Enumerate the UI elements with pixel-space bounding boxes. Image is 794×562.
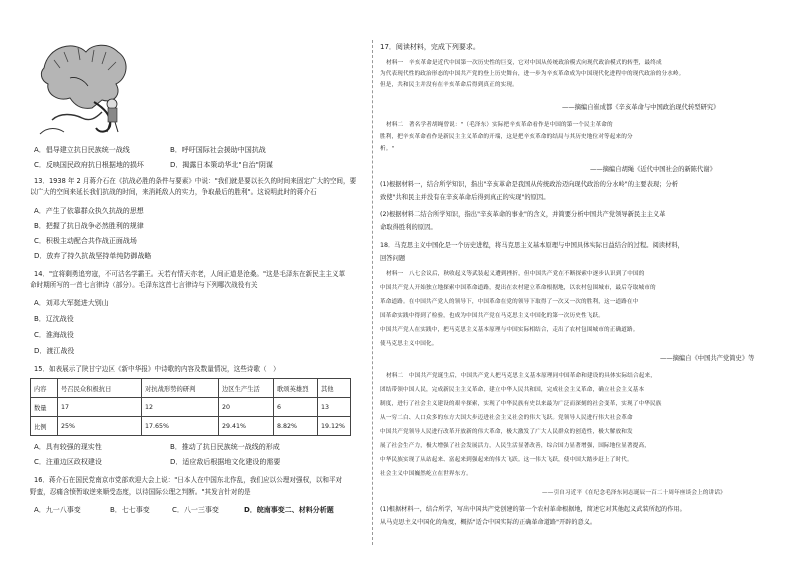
q18-material1-line: 使马克思主义中国化。 bbox=[380, 341, 438, 347]
q17-material2-source: ——摘编自胡绳《近代中国社会的新陈代谢》 bbox=[590, 166, 716, 173]
q18-material1-source: ——摘编自《中国共产党简史》等 bbox=[660, 355, 755, 362]
q14-stem-line2: 命时期所写的一首七言律诗（部分）。毛泽东这首七言律诗与下列哪次战役有关 bbox=[30, 281, 258, 289]
q17-material1-line: 为代表现代性的政治形态的中国共产党的登上历史舞台，进一步为辛亥革命成为中国现代化进程中的现代政治的分水岭。 bbox=[380, 71, 685, 77]
q17-heading: 17．阅读材料，完成下列要求。 bbox=[380, 43, 480, 51]
q13-stem-line1: 13．1938 年 2 月蒋介石在《抗战必胜的条件与要素》中说："我们就是要以长久的时间来固定广大的空间，要 bbox=[34, 177, 357, 185]
q15-poetry-table bbox=[30, 378, 351, 436]
q12-option-a[interactable]: A．倡导建立抗日民族统一战线 bbox=[34, 146, 130, 154]
table-header-cell: 边区生产生活 bbox=[219, 379, 274, 398]
q17-material1-source: ——摘编自崔成都《辛亥革命与中国政治现代转型研究》 bbox=[562, 104, 720, 111]
column-divider bbox=[372, 40, 373, 545]
q16-stem-line2: 野蛮，忍痛含愤暂取逆来顺受态度，以待国际公理之判断。"其发言针对的是 bbox=[30, 488, 251, 496]
q18-material2-line: 展了社会生产力，极大增强了社会发展活力，人民生活显著改善，综合国力显著增强，国际地位显著提高， bbox=[380, 443, 650, 449]
q14-stem-line1: 14．"宜将剩勇追穷寇，不可沽名学霸王。天若有情天亦老，人间正道是沧桑。"这是毛泽东在新民主主义革 bbox=[34, 270, 346, 278]
q14-option-c[interactable]: C．淮海战役 bbox=[34, 331, 74, 339]
q15-option-a[interactable]: A．具有较强的现实性 bbox=[34, 443, 102, 451]
q18-material2-line: 团结带领中国人民，完成新民主主义革命，建立中华人民共和国，完成社会主义革命，确立社会主义基本 bbox=[380, 387, 645, 393]
q17-ask-1: (1)根据材料一，结合所学知识，指出"辛亥革命是我国从传统政治迈向现代政治的分水岭"的主要表现；分析 bbox=[380, 181, 679, 188]
q17-material2-line: 析。" bbox=[380, 146, 395, 152]
q18-heading-line2: 回答问题 bbox=[380, 255, 406, 262]
q15-stem: 15．如表展示了陕甘宁边区《新中华报》中诗歌的内容及数量情况，这些诗歌（ ） bbox=[34, 365, 280, 373]
table-header-cell: 号召民众积极抗日 bbox=[58, 379, 142, 398]
q17-material2-line: 胜利，把辛亥革命看作是新民主主义革命的开端，这是把辛亥革命的结局与其历史地位对等起来的分 bbox=[380, 134, 633, 140]
q16-option-a[interactable]: A．九一八事变 bbox=[34, 506, 81, 514]
q17-ask-1-cont: 致使"共和民主并没有在辛亥革命后得到真正的实现"的原因。 bbox=[380, 194, 550, 201]
table-cell: 12 bbox=[142, 398, 219, 417]
table-cell: 17.65% bbox=[142, 417, 219, 436]
table-row bbox=[31, 417, 351, 436]
q17-ask-2-cont: 命取得胜利的原因。 bbox=[380, 224, 437, 231]
q13-stem-line2: 以广大的空间来延长我们抗战的时间，来消耗敌人的实力，争取最后的胜利"。这说明此时的蒋介石 bbox=[30, 188, 317, 196]
table-cell: 13 bbox=[318, 398, 351, 417]
q18-ask-1: (1)根据材料一，结合所学，写出中国共产党创建的第一个农村革命根据地，简述它对其他起义武装所起的作用。 bbox=[380, 506, 686, 513]
q16-option-d[interactable]: D．皖南事变二、材料分析题 bbox=[244, 506, 334, 514]
q18-material2-line: 中华民族实现了从站起来、富起来到强起来的伟大飞跃。这一伟大飞跃，使中国大踏步赶上了时代。 bbox=[380, 457, 633, 463]
table-cell: 8.82% bbox=[274, 417, 318, 436]
q18-material2-line: 制度，进行了社会主义建设的艰辛探索，实现了中华民族有史以来最为广泛而深刻的社会变革，实现了中华民族 bbox=[380, 401, 662, 407]
table-cell: 数量 bbox=[31, 398, 58, 417]
q17-material1-line: 但是，共和民主并没有在辛亥革命后得到真正的实现。 bbox=[380, 82, 518, 88]
q13-option-c[interactable]: C．积极主动配合共作战正面战场 bbox=[34, 237, 137, 245]
table-cell: 比例 bbox=[31, 417, 58, 436]
q13-option-a[interactable]: A．产生了依靠群众执久抗战的思想 bbox=[34, 207, 144, 215]
q18-material2-line: 从一穷二白、人口众多的东方大国大步迈进社会主义社会的伟大飞跃。党领导人民进行伟大社会革命 bbox=[380, 415, 633, 421]
q18-material1-line: 中国共产党人开始独立地探索中国革命道路，提出在农村建立革命根据地，以农村包围城市，最后夺取城市的 bbox=[380, 285, 656, 291]
table-cell: 25% bbox=[58, 417, 142, 436]
q16-option-b[interactable]: B．七七事变 bbox=[110, 506, 150, 514]
table-header-cell: 其他 bbox=[318, 379, 351, 398]
q15-option-b[interactable]: B．推动了抗日民族统一战线的形成 bbox=[170, 443, 280, 451]
q18-material1-line: 材料一 八七会议后，秋收起义等武装起义遭到挫折，但中国共产党在不断探索中逐步认识到了中国的 bbox=[386, 271, 645, 277]
q17-material1-line: 材料一 辛亥革命是近代中国第一次历史性的巨变，它对中国从传统政治模式向现代政治模式的转型，最终成 bbox=[386, 60, 662, 66]
q13-option-b[interactable]: B．把握了抗日战争必然胜利的规律 bbox=[34, 222, 144, 230]
q17-material2-line: 材料二 著名学者胡绳曾说："（毛泽东）实际把辛亥革命看作是中国的第一个民主革命的 bbox=[386, 122, 613, 128]
table-row bbox=[31, 398, 351, 417]
q18-material2-source: ——引自习近平《在纪念毛泽东同志诞辰一百二十周年座谈会上的讲话》 bbox=[542, 490, 726, 496]
q14-option-d[interactable]: D．渡江战役 bbox=[34, 347, 75, 355]
table-cell: 29.41% bbox=[219, 417, 274, 436]
table-cell: 6 bbox=[274, 398, 318, 417]
q18-material1-line: 国革命实践中得到了检验，也成为中国共产党在马克思主义中国化的第一次历史性飞跃。 bbox=[380, 313, 605, 319]
q16-option-c[interactable]: C．八一三事变 bbox=[172, 506, 219, 514]
table-header-cell: 内容 bbox=[31, 379, 58, 398]
q13-option-d[interactable]: D．放弃了持久抗战坚持单纯防御战略 bbox=[34, 252, 152, 260]
q12-option-b[interactable]: B．呼吁国际社会援助中国抗战 bbox=[170, 146, 266, 154]
table-header-cell: 对抗战形势的研判 bbox=[142, 379, 219, 398]
q18-material1-line: 中国共产党人在实践中，把马克思主义基本原理与中国实际相结合，走出了农村包围城市的正确道路。 bbox=[380, 327, 639, 333]
table-cell: 17 bbox=[58, 398, 142, 417]
table-cell: 19.12% bbox=[318, 417, 351, 436]
q18-heading-line1: 18．马克思主义中国化是一个历史进程，将马克思主义基本原理与中国具体实际日益结合的过程。阅读材料， bbox=[380, 242, 684, 249]
q14-option-b[interactable]: B．辽沈战役 bbox=[34, 315, 74, 323]
table-header-cell: 歌颂英雄烈 bbox=[274, 379, 318, 398]
q12-option-c[interactable]: C．反映国民政府抗日根据地的损坏 bbox=[34, 161, 144, 169]
q18-material2-line: 材料二 中国共产党诞生后，中国共产党人把马克思主义基本原理同中国革命和建设的具体实际结合起来， bbox=[386, 373, 656, 379]
q18-ask-1-cont: 从马克思主义中国化的角度，概括"适合中国实际的正确革命道路"开辟的意义。 bbox=[380, 519, 597, 526]
table-cell: 20 bbox=[219, 398, 274, 417]
q15-option-d[interactable]: D．适应敌后根据地文化建设的需要 bbox=[170, 458, 281, 466]
q18-material1-line: 革命道路。在中国共产党人的领导下，中国革命在党的领导下取得了一次又一次的胜利，这一道路在中 bbox=[380, 299, 639, 305]
q14-option-a[interactable]: A．刘邓大军挺进大别山 bbox=[34, 299, 109, 307]
political-cartoon-image bbox=[34, 38, 134, 136]
q15-option-c[interactable]: C．注重边区政权建设 bbox=[34, 458, 102, 466]
q18-material2-line: 社会主义中国巍然屹立在世界东方。 bbox=[380, 471, 472, 477]
q16-stem-line1: 16．蒋介石在国民党南京市党部欢迎大会上说："日本人在中国东北作乱，我们应以公理对强权，以和平对 bbox=[34, 476, 343, 484]
table-header-row bbox=[31, 379, 351, 398]
q12-option-d[interactable]: D．揭露日本策动华北"自治"阴谋 bbox=[170, 161, 273, 169]
q17-ask-2: (2)根据材料二结合所学知识，指出"辛亥革命的事业"的含义，并简要分析中国共产党领导新民主主义革 bbox=[380, 211, 666, 218]
q18-material2-line: 中国共产党领导人民进行改革开放新的伟大革命，极大激发了广大人民群众的创造性，极大解放和发 bbox=[380, 429, 633, 435]
